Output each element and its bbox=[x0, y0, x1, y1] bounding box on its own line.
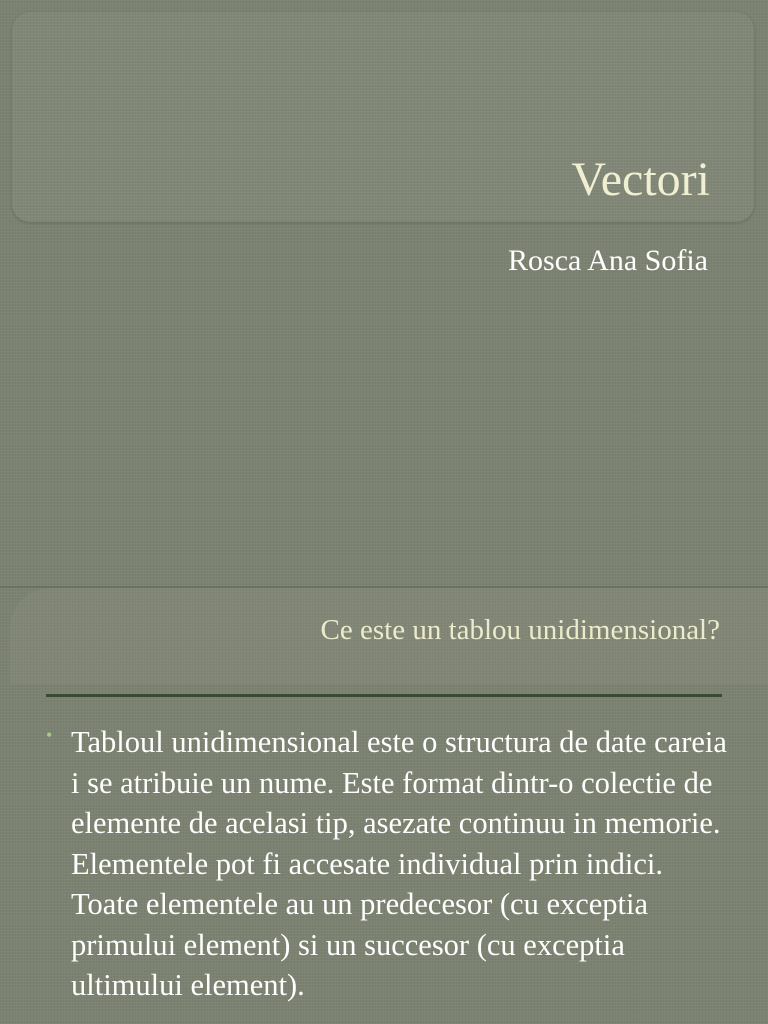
content-slide-title: Ce este un tablou unidimensional? bbox=[320, 614, 720, 646]
bullet-dot-icon: • bbox=[46, 725, 53, 745]
slide-subtitle: Rosca Ana Sofia bbox=[508, 244, 708, 277]
title-divider bbox=[46, 694, 722, 697]
bullet-item bbox=[46, 722, 736, 1006]
content-slide bbox=[0, 588, 768, 1024]
bullet-list bbox=[46, 722, 736, 1006]
bullet-text: Tabloul unidimensional este o structura de date careia i se atribuie un nume. Este format dintr-o colectie de elemente de acelasi tip, asezate continuu in memorie. Elementele pot fi accesate individual prin indici. Toate elementele au un predecesor (cu exceptia primului element) si un succesor (cu exceptia ultimului element). bbox=[71, 725, 727, 1002]
slide-title: Vectori bbox=[571, 153, 710, 206]
